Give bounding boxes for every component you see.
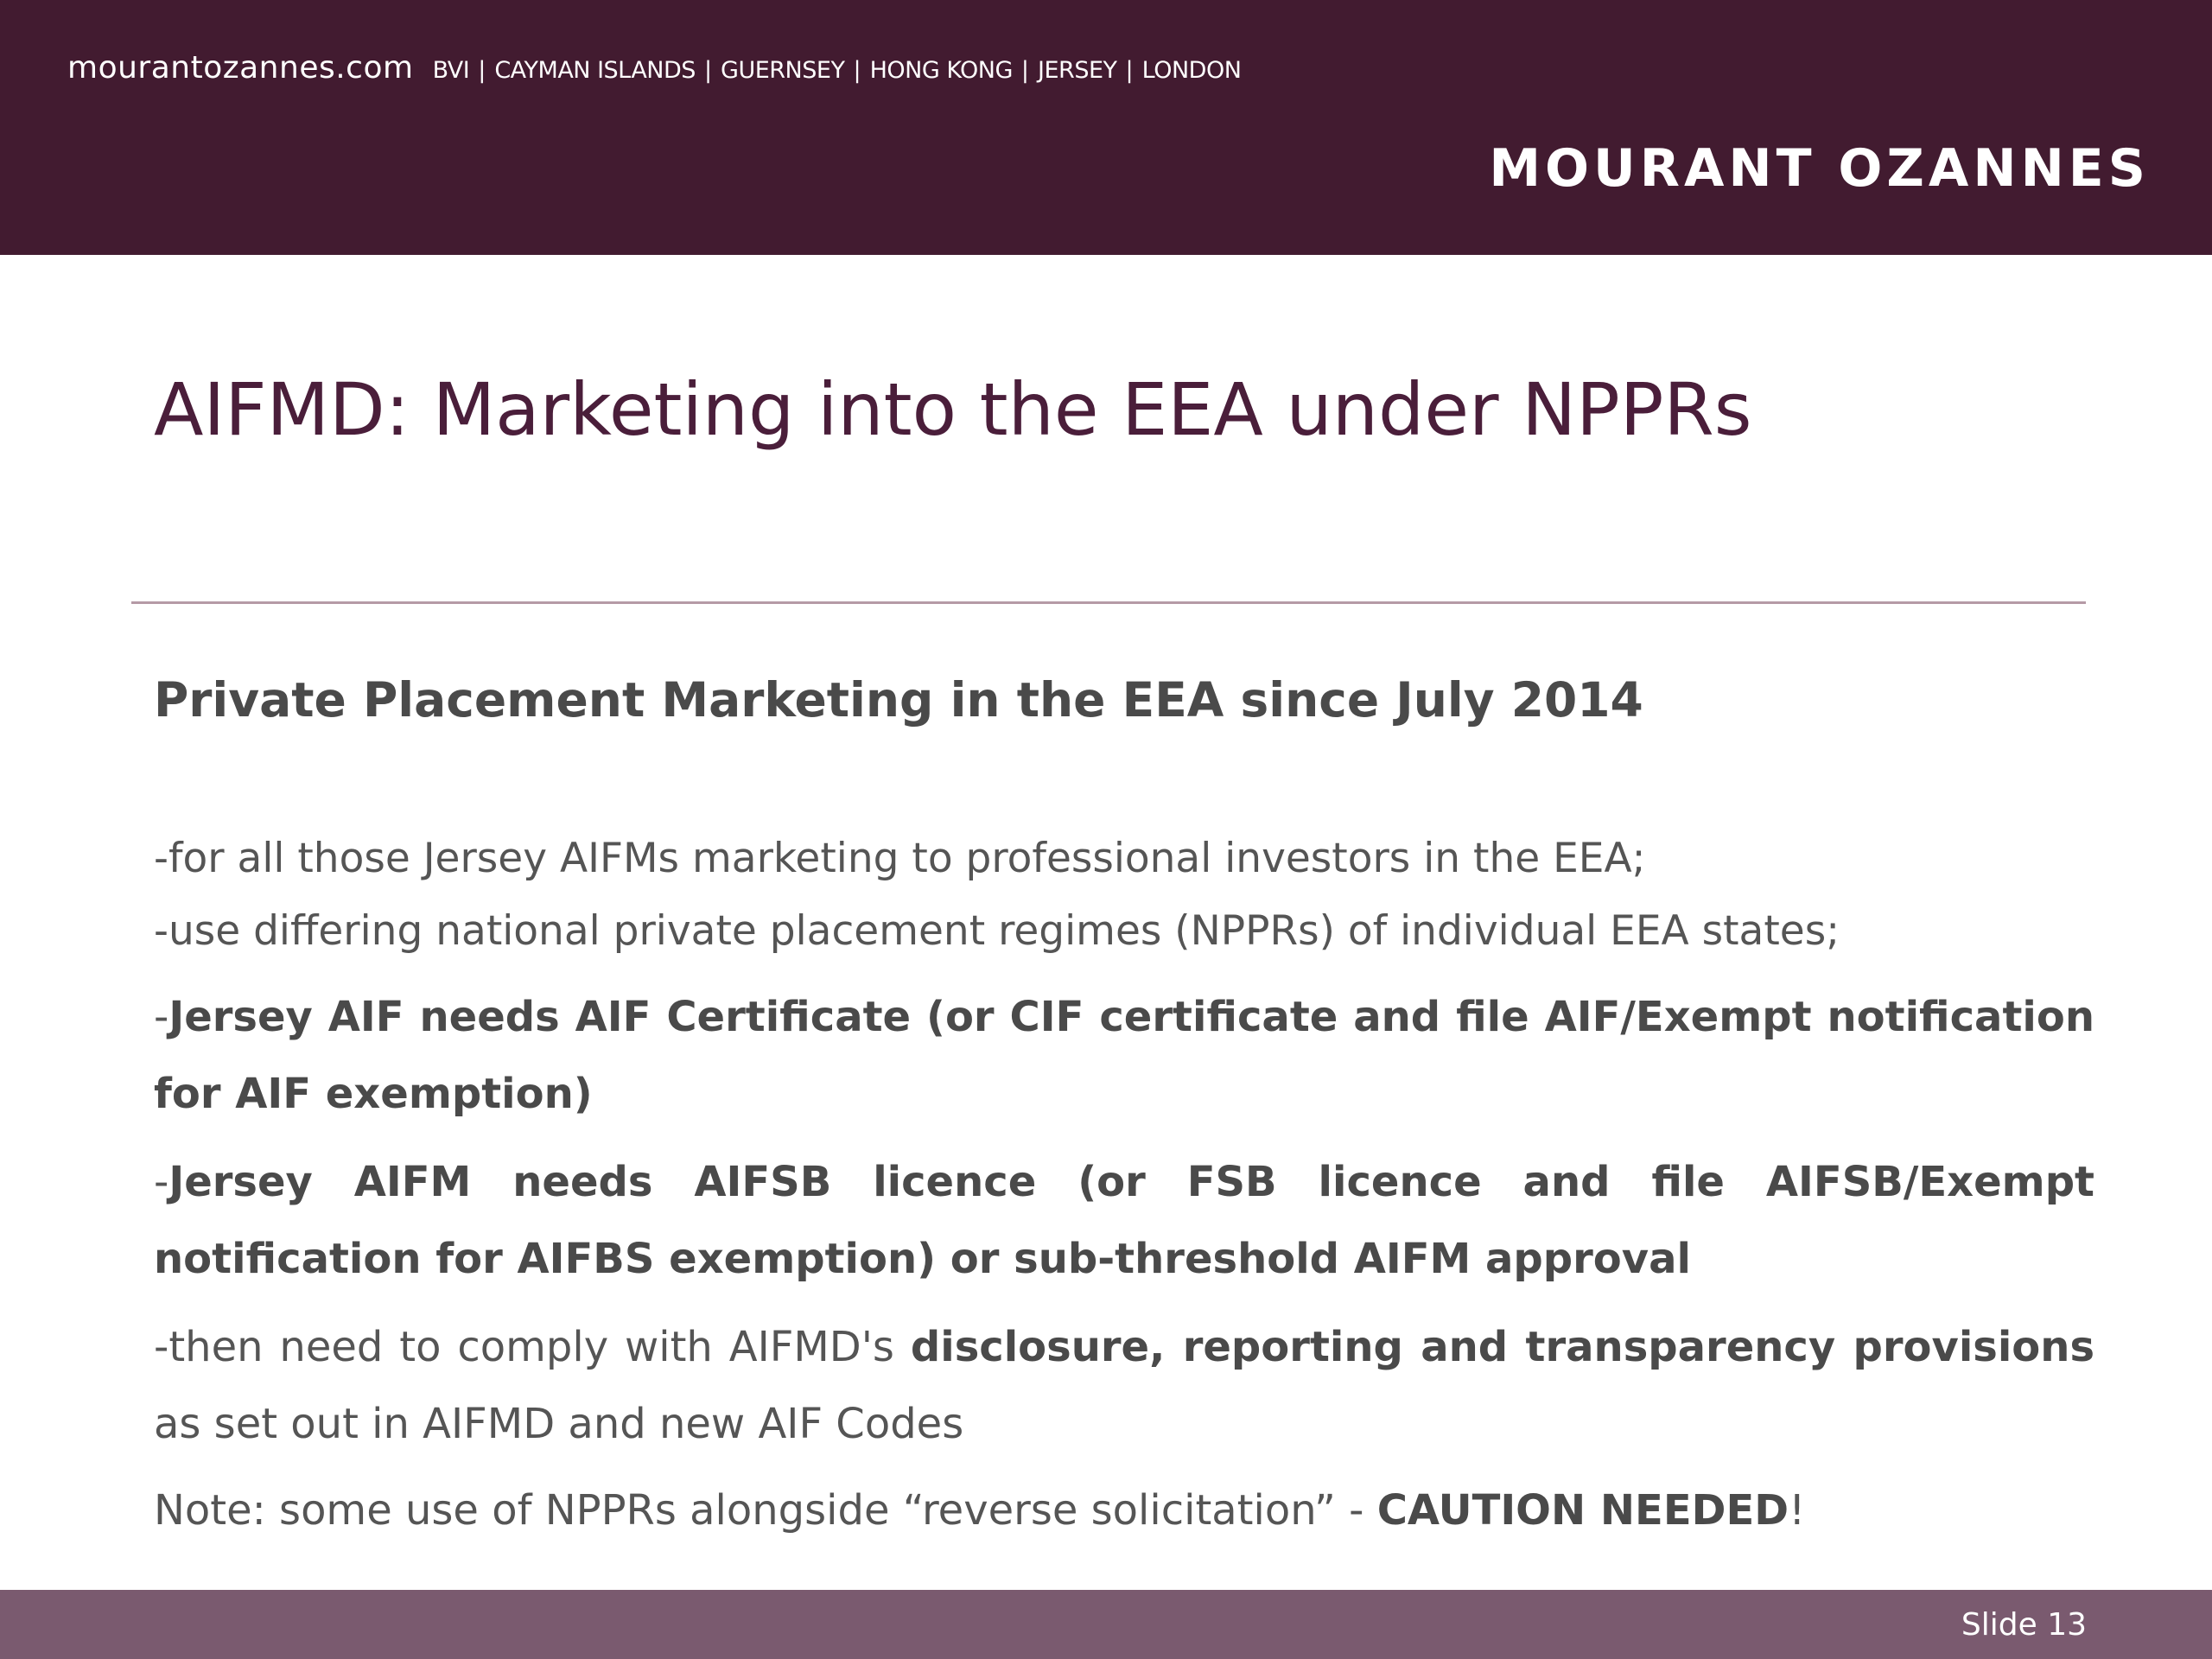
separator: | [1020, 57, 1030, 84]
bullet-paragraph-aifm [154, 1144, 2094, 1298]
separator: | [1125, 57, 1134, 84]
compliance-emphasis: disclosure, reporting and transparency provisions [910, 1323, 2095, 1371]
bullet-paragraph-compliance [154, 1309, 2094, 1463]
title-divider [131, 601, 2086, 604]
caution-text: CAUTION NEEDED [1376, 1486, 1789, 1535]
location-jersey: JERSEY [1038, 57, 1117, 84]
brand-logo: MOURANT OZANNES [1489, 138, 2150, 199]
note-text: Note: some use of NPPRs alongside “reverse solicitation” - [154, 1486, 1377, 1535]
location-hong-kong: HONG KONG [869, 57, 1013, 84]
header-contact-line [67, 50, 1241, 86]
bullet-dash: - [154, 1158, 169, 1206]
compliance-suffix: as set out in AIFMD and new AIF Codes [154, 1400, 964, 1448]
note-line [154, 1486, 1805, 1535]
bullet-line-1: -for all those Jersey AIFMs marketing to professional investors in the EEA; [154, 835, 1646, 882]
slide-number: Slide 13 [1961, 1607, 2087, 1643]
bullet-line-2: -use differing national private placement regimes (NPPRs) of individual EEA states; [154, 907, 1840, 955]
section-heading: Private Placement Marketing in the EEA since July 2014 [154, 672, 1643, 728]
location-bvi: BVI [432, 57, 470, 84]
bullet-dash: - [154, 993, 169, 1041]
separator: | [703, 57, 713, 84]
bullet-text: Jersey AIF needs AIF Certificate (or CIF certificate and file AIF/Exempt notification for AIF exemption) [154, 993, 2094, 1118]
note-suffix: ! [1789, 1486, 1806, 1535]
website-link[interactable]: mourantozannes.com [67, 50, 414, 86]
location-cayman-islands: CAYMAN ISLANDS [494, 57, 696, 84]
separator: | [478, 57, 486, 84]
slide-title: AIFMD: Marketing into the EEA under NPPRs [154, 367, 1752, 452]
bullet-paragraph-aif [154, 979, 2094, 1133]
bullet-text: Jersey AIFM needs AIFSB licence (or FSB licence and file AIFSB/Exempt notification for AIFBS exemption) or sub-threshold AIFM approval [154, 1158, 2094, 1283]
separator: | [853, 57, 861, 84]
header-bar [0, 0, 2212, 255]
compliance-text: -then need to comply with AIFMD's [154, 1323, 894, 1371]
footer-bar [0, 1590, 2212, 1659]
location-guernsey: GUERNSEY [721, 57, 845, 84]
location-london: LONDON [1141, 57, 1242, 84]
